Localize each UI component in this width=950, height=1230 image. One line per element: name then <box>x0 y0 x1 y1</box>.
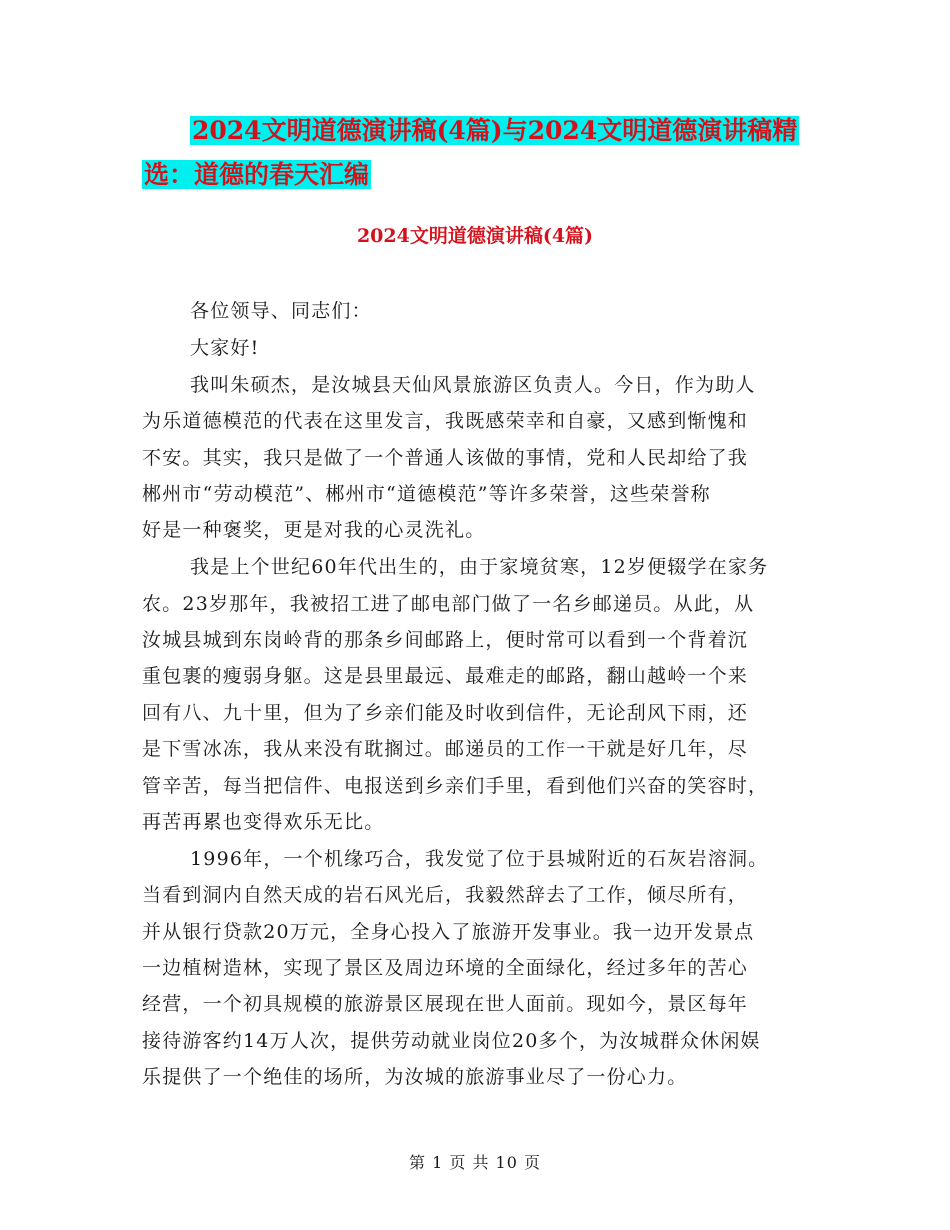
paragraph-line: 好是一种褒奖，更是对我的心灵洗礼。 <box>142 519 486 541</box>
paragraph-line: 管辛苦，每当把信件、电报送到乡亲们手里，看到他们兴奋的笑容时， <box>142 775 769 797</box>
document-title-line-2 <box>142 156 371 194</box>
document-title-line-1 <box>190 112 799 150</box>
salutation: 各位领导、同志们： <box>190 300 372 322</box>
paragraph-line: 不安。其实，我只是做了一个普通人该做的事情，党和人民却给了我 <box>142 447 749 469</box>
paragraph-line: 当看到洞内自然天成的岩石风光后，我毅然辞去了工作，倾尽所有， <box>142 884 749 906</box>
paragraph-line: 经营，一个初具规模的旅游景区展现在世人面前。现如今，景区每年 <box>142 993 749 1015</box>
section-subtitle: 2024文明道德演讲稿(4篇) <box>356 225 594 247</box>
paragraph-line: 汝城县城到东岗岭背的那条乡间邮路上，便时常可以看到一个背着沉 <box>142 629 749 651</box>
paragraph-line: 1996年，一个机缘巧合，我发觉了位于县城附近的石灰岩溶洞。 <box>190 848 769 870</box>
greeting: 大家好! <box>190 337 260 359</box>
paragraph-line: 乐提供了一个绝佳的场所，为汝城的旅游事业尽了一份心力。 <box>142 1066 688 1088</box>
paragraph-line: 为乐道德模范的代表在这里发言，我既感荣幸和自豪，又感到惭愧和 <box>142 410 749 432</box>
paragraph-line: 并从银行贷款20万元，全身心投入了旅游开发事业。我一边开发景点 <box>142 921 755 943</box>
title-highlight-1: 2024文明道德演讲稿(4篇)与2024文明道德演讲稿精 <box>192 116 798 145</box>
title-highlight-2: 选：道德的春天汇编 <box>144 160 370 189</box>
paragraph-line: 我叫朱硕杰，是汝城县天仙风景旅游区负责人。今日，作为助人 <box>190 374 756 396</box>
paragraph-line: 郴州市“劳动模范”、郴州市“道德模范”等许多荣誉，这些荣誉称 <box>142 483 711 505</box>
paragraph-line: 我是上个世纪60年代出生的，由于家境贫寒，12岁便辍学在家务 <box>190 556 769 578</box>
paragraph-line: 重包裹的瘦弱身躯。这是县里最远、最难走的邮路，翻山越岭一个来 <box>142 665 749 687</box>
paragraph-line: 接待游客约14万人次，提供劳动就业岗位20多个，为汝城群众休闲娱 <box>142 1030 761 1052</box>
paragraph-line: 是下雪冰冻，我从来没有耽搁过。邮递员的工作一干就是好几年，尽 <box>142 738 749 760</box>
paragraph-line: 一边植树造林，实现了景区及周边环境的全面绿化，经过多年的苦心 <box>142 957 749 979</box>
paragraph-line: 农。23岁那年，我被招工进了邮电部门做了一名乡邮递员。从此，从 <box>142 593 755 615</box>
paragraph-line: 回有八、九十里，但为了乡亲们能及时收到信件，无论刮风下雨，还 <box>142 702 749 724</box>
page-footer: 第 1 页 共 10 页 <box>409 1153 541 1172</box>
paragraph-line: 再苦再累也变得欢乐无比。 <box>142 811 385 833</box>
